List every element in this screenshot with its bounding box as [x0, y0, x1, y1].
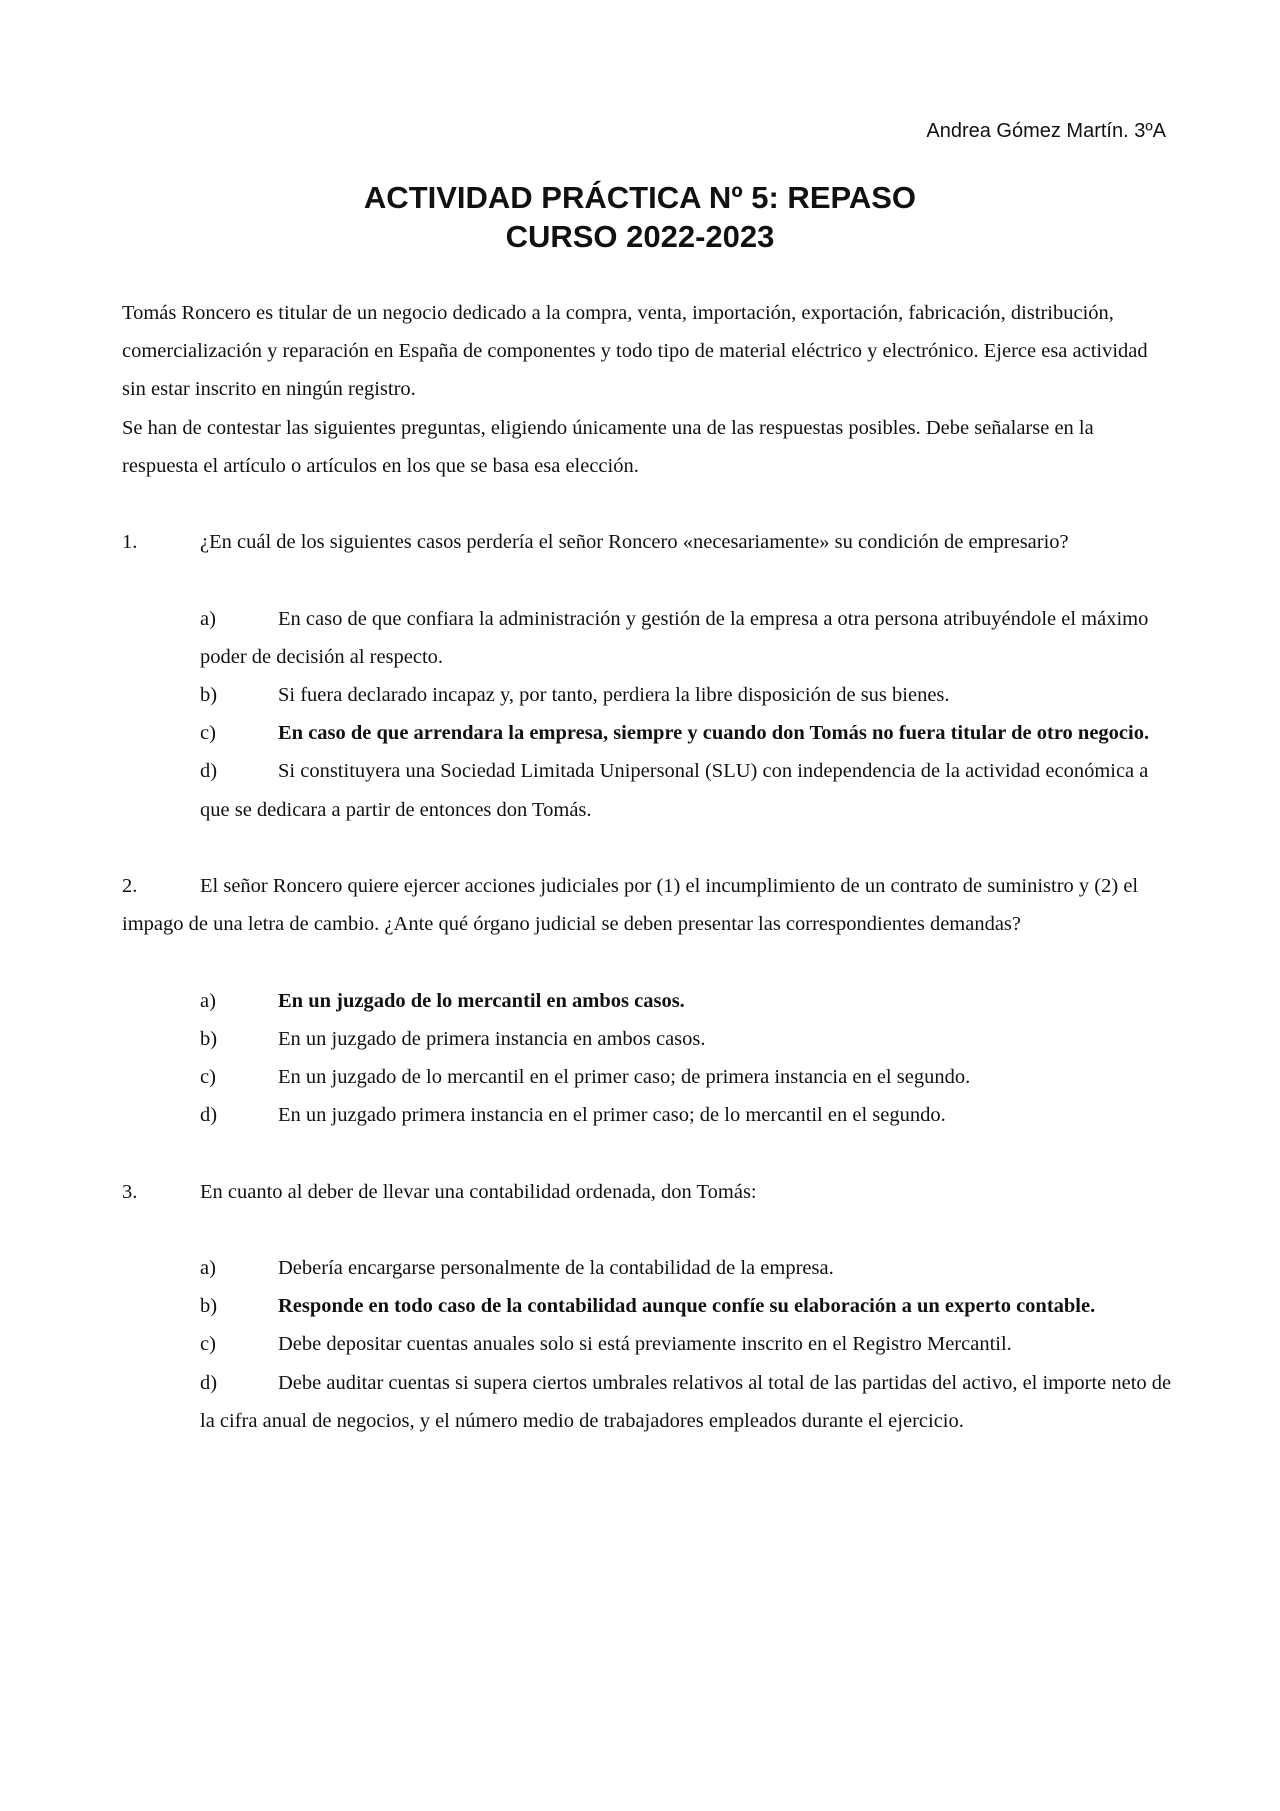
options-list	[122, 600, 1172, 829]
document-body	[122, 294, 1172, 1440]
option-letter: c)	[200, 1333, 216, 1356]
option-d	[200, 752, 1172, 828]
option-text-selected: Responde en todo caso de la contabilidad aunque confíe su elaboración a un experto contable.	[278, 1295, 1096, 1318]
option-text: Debe auditar cuentas si supera ciertos umbrales relativos al total de las partidas del activo, el importe neto de la cifra anual de negocios, y el número medio de trabajadores empleados durante el ejercicio.	[200, 1371, 1172, 1432]
option-text: Si fuera declarado incapaz y, por tanto, perdiera la libre disposición de sus bienes.	[278, 684, 950, 706]
option-c	[200, 1325, 1172, 1363]
option-text-selected: En caso de que arrendara la empresa, siempre y cuando don Tomás no fuera titular de otro negocio.	[278, 722, 1150, 745]
question-text: ¿En cuál de los siguientes casos perdería el señor Roncero «necesariamente» su condición de empresario?	[200, 531, 1069, 554]
option-a	[200, 1249, 1172, 1287]
option-a-selected	[200, 982, 1172, 1020]
question-number: 1.	[122, 531, 138, 554]
question-number: 2.	[122, 875, 138, 897]
option-b	[200, 676, 1172, 714]
option-c-selected	[200, 714, 1172, 752]
intro-paragraph: Tomás Roncero es titular de un negocio dedicado a la compra, venta, importación, exportación, fabricación, distribución, comercialización y reparación en España de componentes y todo tipo de material eléctrico y electrónico. Ejerce esa actividad sin estar inscrito en ningún registro.	[122, 302, 1148, 401]
option-c	[200, 1058, 1172, 1096]
option-letter: b)	[200, 1027, 218, 1050]
option-d	[200, 1096, 1172, 1134]
option-text: En un juzgado de lo mercantil en el primer caso; de primera instancia en el segundo.	[278, 1066, 971, 1088]
option-letter: a)	[200, 607, 216, 630]
page-title	[0, 178, 1280, 256]
question-3	[122, 1173, 1172, 1440]
option-text-selected: En un juzgado de lo mercantil en ambos casos.	[278, 989, 685, 1012]
option-d	[200, 1364, 1172, 1440]
author-name: Andrea Gómez Martín. 3ºA	[926, 120, 1166, 142]
option-text: Debería encargarse personalmente de la contabilidad de la empresa.	[278, 1256, 834, 1279]
option-text: En un juzgado primera instancia en el primer caso; de lo mercantil en el segundo.	[278, 1104, 946, 1127]
options-list	[122, 1249, 1172, 1440]
instructions-paragraph: Se han de contestar las siguientes preguntas, eligiendo únicamente una de las respuestas posibles. Debe señalarse en la respuesta el artículo o artículos en los que se basa esa elección.	[122, 416, 1094, 477]
option-text: Si constituyera una Sociedad Limitada Unipersonal (SLU) con independencia de la actividad económica a que se dedicara a partir de entonces don Tomás.	[200, 760, 1149, 821]
option-b	[200, 1020, 1172, 1058]
question-text: En cuanto al deber de llevar una contabilidad ordenada, don Tomás:	[200, 1180, 757, 1203]
option-text: En caso de que confiara la administración y gestión de la empresa a otra persona atribuyéndole el máximo poder de decisión al respecto.	[200, 607, 1149, 668]
question-number: 3.	[122, 1180, 138, 1203]
option-letter: a)	[200, 1256, 216, 1279]
option-b-selected	[200, 1287, 1172, 1325]
option-letter: d)	[200, 1371, 218, 1394]
option-text: Debe depositar cuentas anuales solo si está previamente inscrito en el Registro Mercantil.	[278, 1333, 1012, 1356]
question-2	[122, 867, 1172, 1134]
option-letter: c)	[200, 1066, 216, 1088]
option-letter: b)	[200, 684, 218, 706]
options-list	[122, 982, 1172, 1135]
option-letter: d)	[200, 1104, 218, 1127]
title-line-2: CURSO 2022-2023	[505, 219, 775, 254]
option-text: En un juzgado de primera instancia en ambos casos.	[278, 1027, 706, 1050]
option-letter: b)	[200, 1295, 218, 1318]
option-letter: c)	[200, 722, 216, 745]
option-letter: a)	[200, 989, 216, 1012]
question-1	[122, 523, 1172, 829]
option-letter: d)	[200, 760, 218, 783]
title-line-1: ACTIVIDAD PRÁCTICA Nº 5: REPASO	[363, 180, 917, 215]
option-a	[200, 600, 1172, 676]
question-text: El señor Roncero quiere ejercer acciones judiciales por (1) el incumplimiento de un contrato de suministro y (2) el impago de una letra de cambio. ¿Ante qué órgano judicial se deben presentar las correspondientes demandas?	[122, 875, 1139, 936]
